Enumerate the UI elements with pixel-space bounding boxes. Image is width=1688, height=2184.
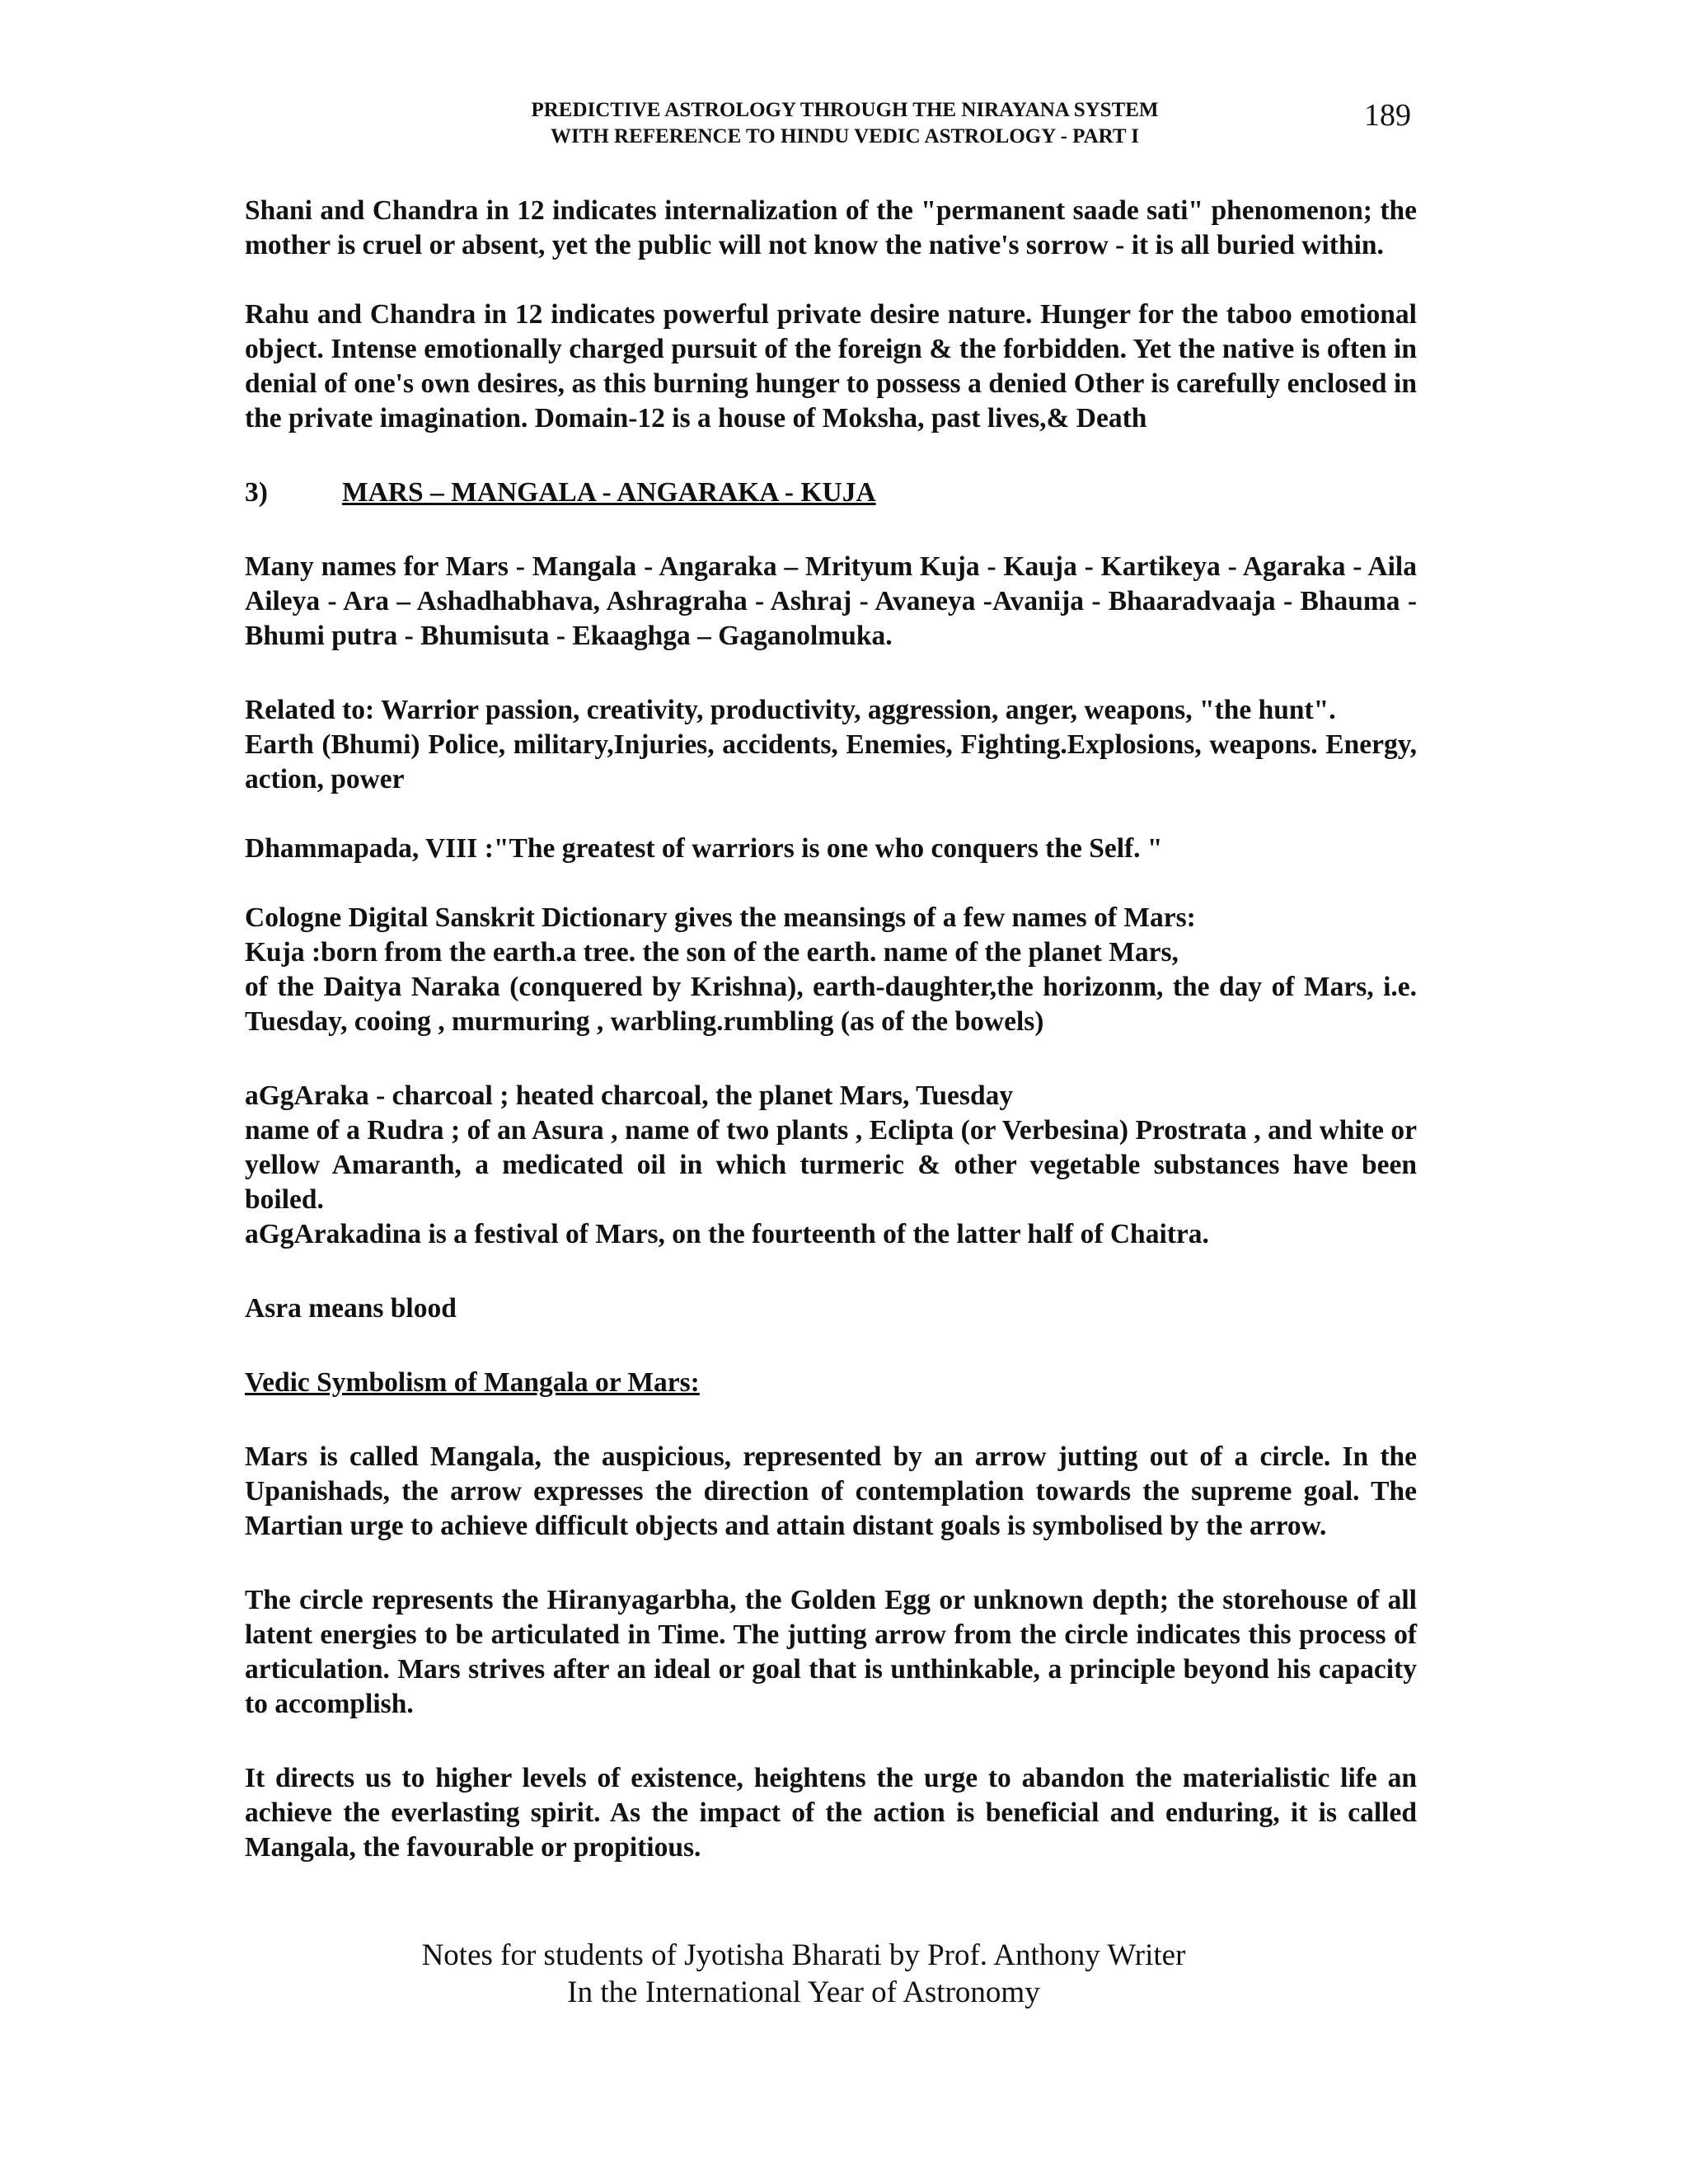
paragraph-aggaraka: aGgAraka - charcoal ; heated charcoal, the planet Mars, Tuesday <box>245 1080 1014 1111</box>
paragraph-mangala-arrow: Mars is called Mangala, the auspicious, represented by an arrow jutting out of a circle. In the Upanishads, the arrow expresses the direction of contemplation towards the supreme goal. The Martian urge to achieve difficult objects and attain distant goals is symbolised by the arrow. <box>245 1441 1417 1541</box>
running-header <box>247 97 1442 150</box>
section-title: MARS – MANGALA - ANGARAKA - KUJA <box>342 477 876 508</box>
header-line-2: WITH REFERENCE TO HINDU VEDIC ASTROLOGY - PART I <box>550 125 1140 148</box>
paragraph-rahu-chandra: Rahu and Chandra in 12 indicates powerful private desire nature. Hunger for the taboo emotional object. Intense emotionally charged pursuit of the foreign & the forbidden. Yet the native is often in denial of one's own desires, as this burning hunger to possess a denied Other is carefully enclosed in the private imagination. Domain-12 is a house of Moksha, past lives,& Death <box>245 299 1417 434</box>
section-number: 3) <box>245 477 268 508</box>
paragraph-asra: Asra means blood <box>245 1293 457 1324</box>
footer-line-1: Notes for students of Jyotisha Bharati by Prof. Anthony Writer <box>421 1938 1186 1972</box>
footer-line-2: In the International Year of Astronomy <box>567 1975 1040 2009</box>
section-heading <box>245 476 1417 510</box>
quote-dhammapada: Dhammapada, VIII :"The greatest of warriors is one who conquers the Self. " <box>245 833 1163 864</box>
paragraph-related-to: Related to: Warrior passion, creativity, productivity, aggression, anger, weapons, "the hunt". <box>245 695 1336 725</box>
header-line-1: PREDICTIVE ASTROLOGY THROUGH THE NIRAYANA SYSTEM <box>531 99 1159 121</box>
paragraph-aggarakadina: aGgArakadina is a festival of Mars, on the fourteenth of the latter half of Chaitra. <box>245 1219 1209 1249</box>
paragraph-cologne-dictionary: Cologne Digital Sanskrit Dictionary gives the meansings of a few names of Mars: <box>245 902 1196 933</box>
subheading-vedic-symbolism: Vedic Symbolism of Mangala or Mars: <box>245 1367 700 1398</box>
page-number: 189 <box>1364 98 1411 133</box>
paragraph-earth: Earth (Bhumi) Police, military,Injuries, accidents, Enemies, Fighting.Explosions, weapons. Energy, action, power <box>245 729 1417 794</box>
paragraph-daitya-naraka: of the Daitya Naraka (conquered by Krishna), earth-daughter,the horizonm, the day of Mars, i.e. Tuesday, cooing , murmuring , warbling.rumbling (as of the bowels) <box>245 972 1417 1037</box>
paragraph-mars-names: Many names for Mars - Mangala - Angaraka – Mrityum Kuja - Kauja - Kartikeya - Agaraka - Aila Aileya - Ara – Ashadhabhava, Ashragraha - Ashraj - Avaneya -Avanija - Bhaaradvaaja - Bhauma - Bhumi putra - Bhumisuta - Ekaaghga – Gaganolmuka. <box>245 551 1417 651</box>
paragraph-hiranyagarbha: The circle represents the Hiranyagarbha, the Golden Egg or unknown depth; the storehouse of all latent energies to be articulated in Time. The jutting arrow from the circle indicates this process of articulation. Mars strives after an ideal or goal that is unthinkable, a principle beyond his capacity to accomplish. <box>245 1585 1417 1719</box>
page-body <box>245 194 1417 1865</box>
paragraph-kuja: Kuja :born from the earth.a tree. the son of the earth. name of the planet Mars, <box>245 937 1179 968</box>
paragraph-rudra: name of a Rudra ; of an Asura , name of two plants , Eclipta (or Verbesina) Prostrata , and white or yellow Amaranth, a medicated oil in which turmeric & other vegetable substances have been boiled. <box>245 1115 1417 1215</box>
paragraph-higher-levels: It directs us to higher levels of existence, heightens the urge to abandon the materialistic life an achieve the everlasting spirit. As the impact of the action is beneficial and enduring, it is called Mangala, the favourable or propitious. <box>245 1763 1417 1863</box>
page-footer <box>247 1937 1360 2011</box>
paragraph-shani-chandra: Shani and Chandra in 12 indicates internalization of the "permanent saade sati" phenomenon; the mother is cruel or absent, yet the public will not know the native's sorrow - it is all buried within. <box>245 195 1417 260</box>
